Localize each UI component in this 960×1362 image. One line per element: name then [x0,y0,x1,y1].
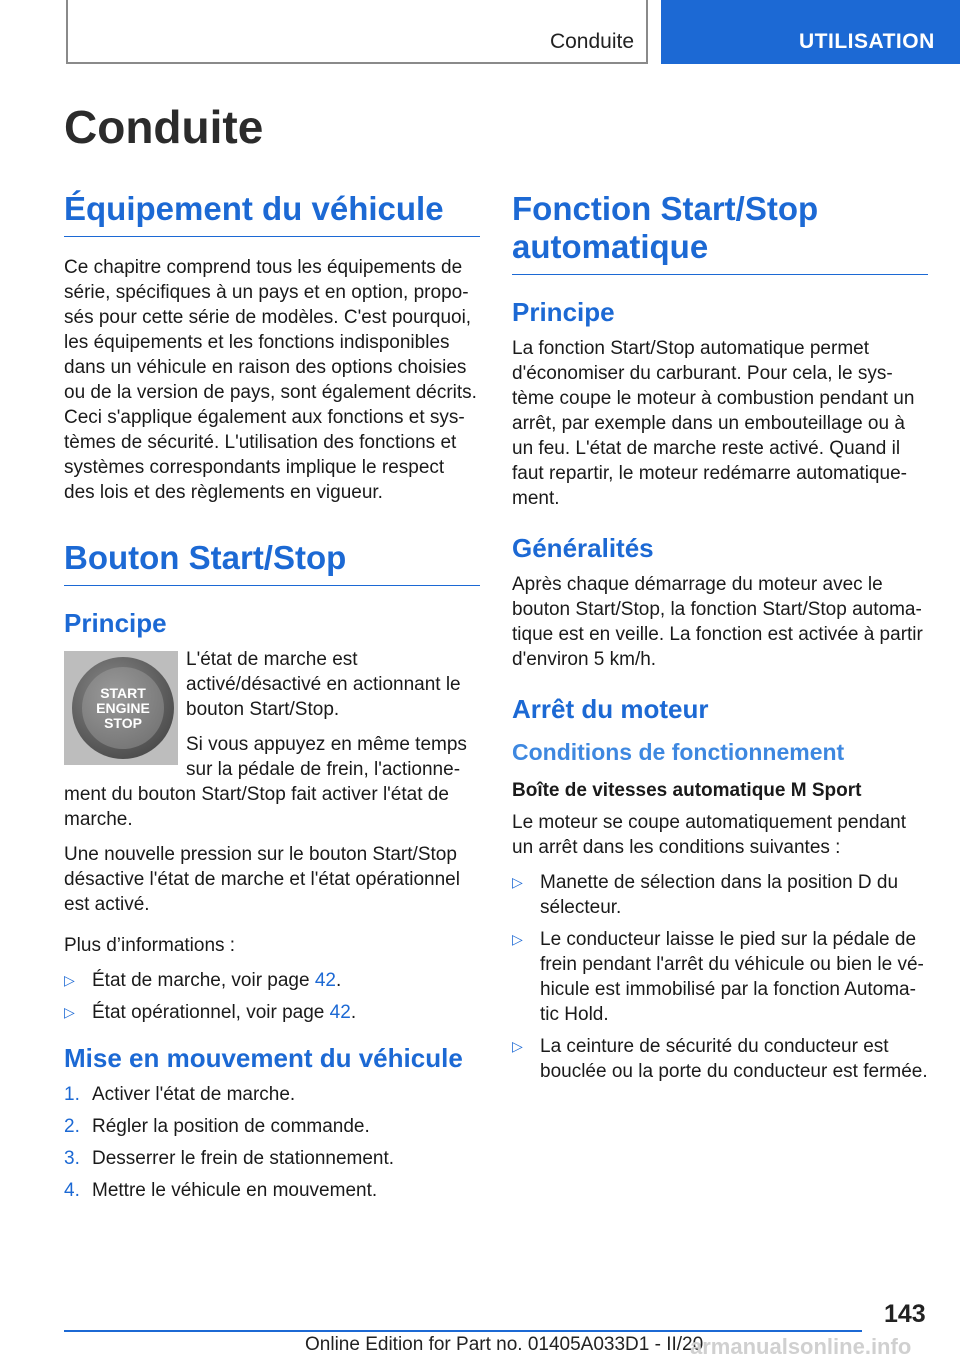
button-face [82,667,164,749]
move-off-steps [64,1082,480,1203]
footer-edition: Online Edition for Part no. 01405A033D1 - II/20 [305,1334,704,1355]
button-label-stop: STOP [104,714,142,731]
step-item: 2. Régler la position de commande. [64,1116,370,1137]
reference-list [64,968,480,1025]
header-chapter: Conduite [549,30,634,53]
equipment-heading: Équipement du véhicule [64,190,480,237]
move-off-heading: Mise en mouvement du véhicule [64,1043,463,1073]
general-heading: Généralités [512,533,654,563]
button-label-engine: ENGINE [96,699,150,716]
condition-item: ▷ Manette de sélection dans la position D du sélecteur. [512,872,899,918]
reference-item: ▷ État de marche, voir page 42. [64,970,342,991]
button-principle-heading: Principe [64,608,167,638]
triangle-bullet-icon: ▷ [64,972,75,988]
auto-start-stop-heading: Fonction Start/Stop automatique [512,190,928,275]
right-column [512,190,928,1094]
general-text: Après chaque démarrage du moteur avec le bouton Start/Stop, la fonction Start/Stop automatique est en veille. La fonction est activée à partir d'environ 5 km/h. [512,574,923,670]
step-item: 3. Desserrer le frein de stationnement. [64,1148,395,1169]
reference-item: ▷ État opérationnel, voir page 42. [64,1002,357,1023]
left-column [64,190,480,1213]
gearbox-text: Le moteur se coupe automatiquement pendant un arrêt dans les conditions suivantes : [512,812,906,858]
button-ring [72,657,174,759]
more-info-label: Plus d’informations : [64,935,236,956]
condition-item: ▷ La ceinture de sécurité du conducteur est bouclée ou la porte du conducteur est fermée. [512,1036,928,1082]
conditions-list [512,870,928,1084]
step-item: 1. Activer l'état de marche. [64,1084,296,1105]
button-text-1: L'état de marche est activé/désactivé en actionnant le bouton Start/Stop. [186,649,461,720]
gearbox-heading: Boîte de vitesses automatique M Sport [512,780,862,801]
page-number: 143 [884,1300,926,1328]
conditions-heading: Conditions de fonctionnement [512,739,845,765]
engine-stop-heading: Arrêt du moteur [512,694,709,724]
start-engine-stop-button-image [64,651,178,765]
equipment-text: Ce chapitre comprend tous les équipements de série, spécifiques à un pays et en option, proposés pour cette série de modèles. C'est pourquoi, les équipements et les fonctions indisponibles dans un véhicule en raison des options choisies ou de la version de pays, sont également décrits. Ceci s'applique également aux fonctions et systèmes de sécurité. L'utilisation des fonctions et systèmes correspondants implique le respect des lois et des règlements en vigueur. [64,257,477,503]
page-link[interactable]: 42 [329,1002,351,1023]
triangle-bullet-icon: ▷ [512,931,523,947]
triangle-bullet-icon: ▷ [512,1038,523,1054]
header-section-tab: UTILISATION [661,0,960,64]
condition-item: ▷ Le conducteur laisse le pied sur la pédale de frein pendant l'arrêt du véhicule ou bien le véhicule est immobilisé par la fonction Automatic Hold. [512,929,924,1025]
button-label-start: START [100,684,146,701]
button-text-2: Si vous appuyez en même temps sur la pédale de frein, l'actionnement du bouton Start/Stop fait activer l'état de marche. [64,734,467,830]
triangle-bullet-icon: ▷ [512,874,523,890]
header-chapter-box [66,0,648,64]
start-stop-button-heading: Bouton Start/Stop [64,539,480,586]
button-text-3: Une nouvelle pression sur le bouton Start/Stop désactive l'état de marche et l'état opérationnel est activé. [64,844,460,915]
triangle-bullet-icon: ▷ [64,1004,75,1020]
step-item: 4. Mettre le véhicule en mouvement. [64,1180,378,1201]
watermark: armanualsonline.info [690,1334,912,1359]
page-title: Conduite [64,101,264,153]
page-link[interactable]: 42 [314,970,336,991]
auto-principle-heading: Principe [512,297,615,327]
auto-principle-text: La fonction Start/Stop automatique permet d'économiser du carburant. Pour cela, le système coupe le moteur à combustion pendant un arrêt, par exemple dans un embouteillage ou à un feu. L'état de marche reste activé. Quand il faut repartir, le moteur redémarre automatiquement. [512,338,915,509]
footer-divider [64,1330,862,1332]
